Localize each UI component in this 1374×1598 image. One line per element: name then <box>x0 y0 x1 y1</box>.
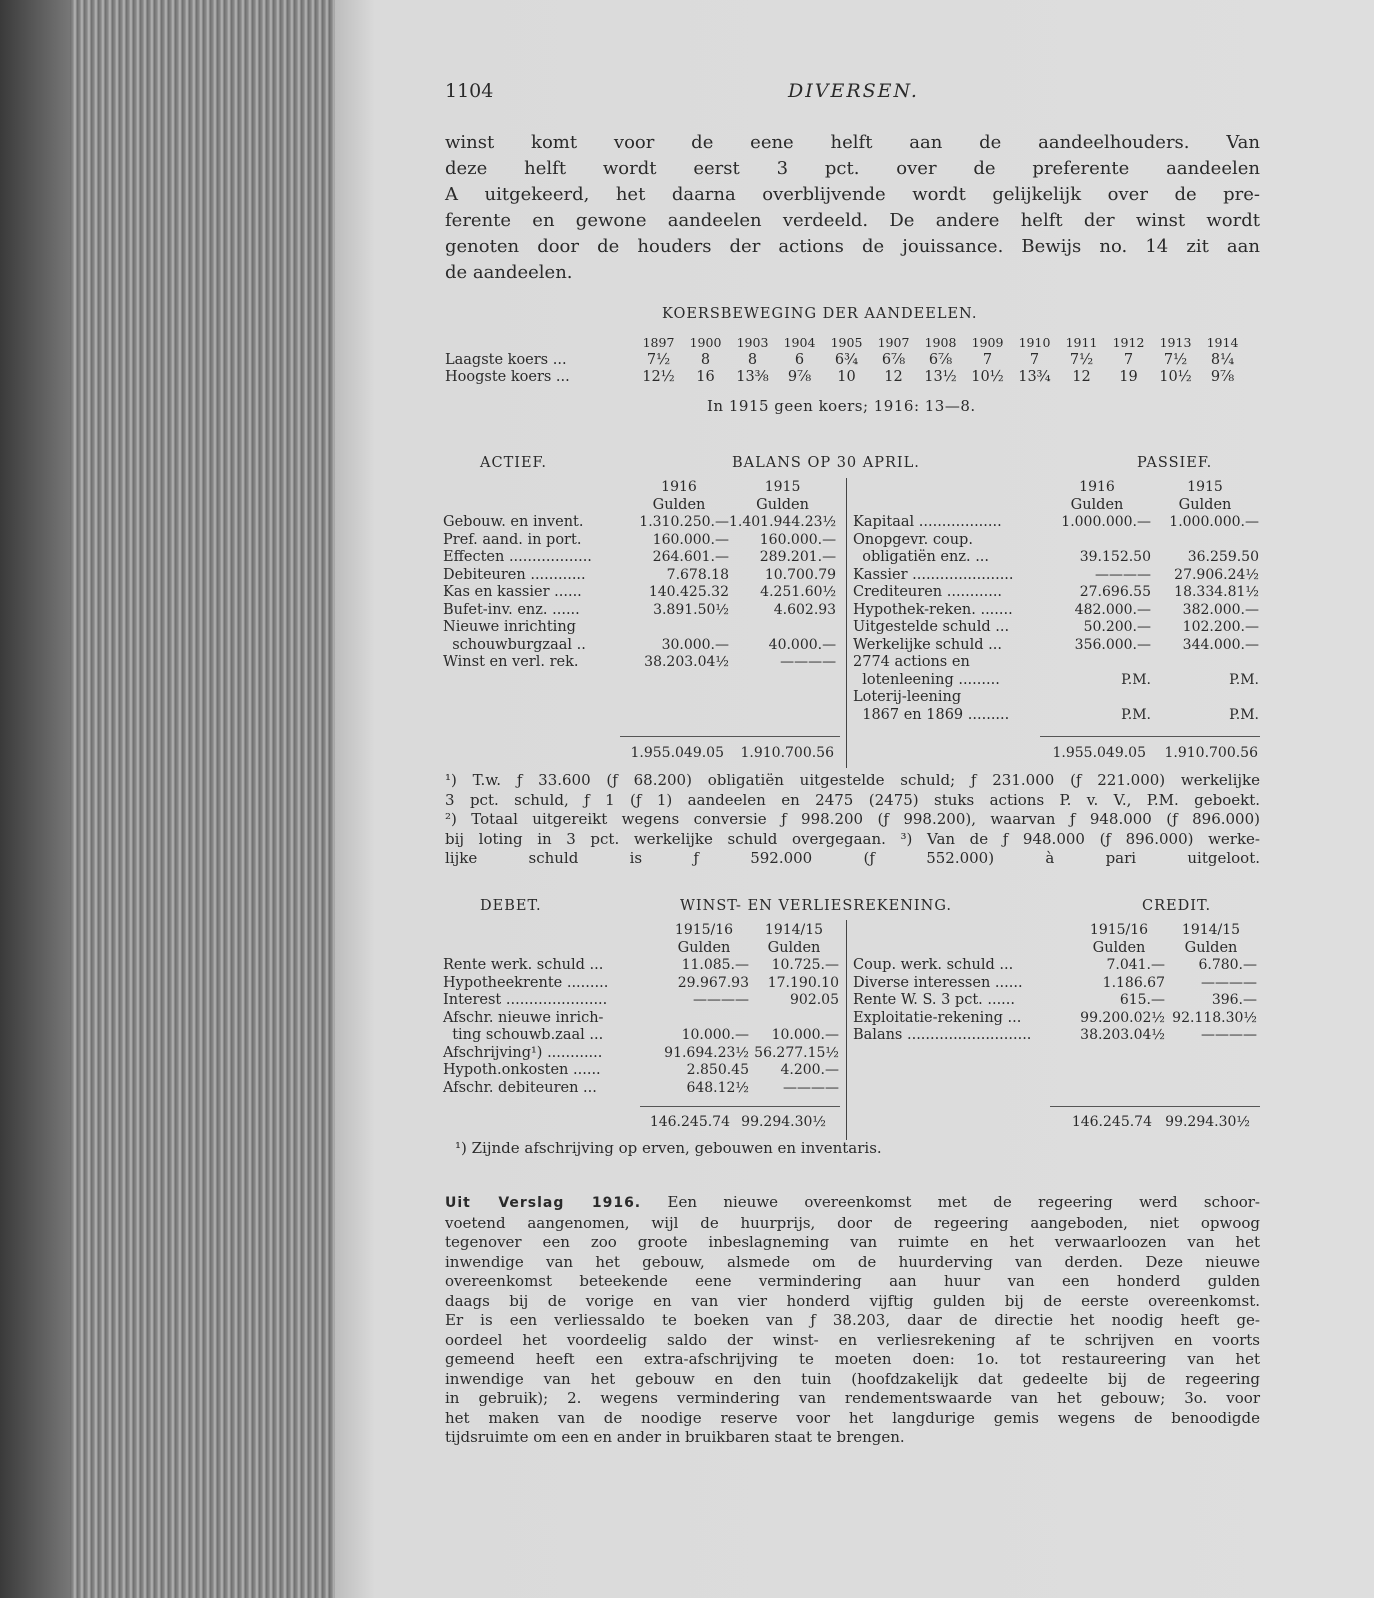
footnote-line: ²) Totaal uitgereikt wegens conversie ƒ 998.200 (ƒ 998.200), waarvan ƒ 948.000 (ƒ 896.000) <box>445 810 1260 828</box>
row-value: 36.259.50 <box>1187 549 1259 565</box>
text-line-content: Er is een verliessaldo te boeken van ƒ 38.203, daar de directie het noodig heeft ge- <box>445 1311 1260 1329</box>
row-value: 7.678.18 <box>666 566 729 583</box>
total-value: 99.294.30½ <box>1165 1114 1250 1130</box>
total-value: 1.910.700.56 <box>740 745 834 761</box>
running-title: DIVERSEN. <box>788 80 919 102</box>
row-value: ———— <box>783 1079 839 1096</box>
row-value: 6.780.— <box>1198 957 1257 973</box>
column-year: 1914/15 <box>1181 922 1241 938</box>
table-row <box>853 584 1259 602</box>
total-value: 99.294.30½ <box>741 1114 826 1130</box>
passief-title: PASSIEF. <box>1137 455 1213 471</box>
table-row <box>443 584 836 602</box>
koers-row-label: Hoogste koers ... <box>445 369 570 385</box>
row-label: Werkelijke schuld ... <box>853 636 1002 653</box>
row-value: 3.891.50½ <box>653 601 729 618</box>
text-line <box>445 1272 1260 1292</box>
row-label: Kapitaal .................. <box>853 514 1002 530</box>
koers-value: 7 <box>982 351 993 368</box>
table-row <box>443 602 836 620</box>
total-value: 1.955.049.05 <box>1052 745 1146 761</box>
table-row <box>443 1010 839 1028</box>
row-value <box>729 619 836 637</box>
table-row <box>443 1045 839 1063</box>
label-spacer <box>443 479 629 497</box>
row-value: 17.190.10 <box>767 974 839 991</box>
row-value: 38.203.04½ <box>644 654 729 670</box>
column-year-row <box>853 922 1257 940</box>
table-row <box>853 532 1259 550</box>
column-year: 1915 <box>1187 479 1223 495</box>
text-line <box>445 1214 1260 1234</box>
footnote-line: lijke schuld is ƒ 592.000 (ƒ 552.000) à pari uitgeloot. <box>445 849 1260 867</box>
label-spacer <box>853 922 1073 940</box>
row-value: 18.334.81½ <box>1174 584 1259 600</box>
book-spine-shadow <box>0 0 70 1598</box>
text-line <box>445 1331 1260 1351</box>
column-year: 1915/16 <box>1089 922 1149 938</box>
row-value <box>1043 532 1151 550</box>
row-value: 264.601.— <box>652 549 729 565</box>
table-row <box>853 975 1257 993</box>
koers-year: 1900 <box>689 335 722 350</box>
row-label: Kassier ...................... <box>853 566 1014 583</box>
row-value: 1.401.944.23½ <box>729 514 837 530</box>
row-label: Hypoth.onkosten ...... <box>443 1062 601 1078</box>
column-year-row <box>443 479 836 497</box>
actief-total-rule <box>620 736 840 737</box>
koers-year: 1912 <box>1112 335 1145 350</box>
table-row <box>853 637 1259 655</box>
row-value: ———— <box>1201 974 1257 991</box>
row-label: 2774 actions en <box>853 654 970 670</box>
koers-value: 6 <box>794 351 805 368</box>
column-unit: Gulden <box>767 939 821 956</box>
row-label: Loterij-leening <box>853 689 962 705</box>
wv-footnote: ¹) Zijnde afschrijving op erven, gebouwen en inventaris. <box>455 1139 882 1157</box>
text-line <box>445 1292 1260 1312</box>
row-value: ———— <box>1201 1027 1257 1043</box>
table-row <box>853 602 1259 620</box>
label-spacer <box>853 940 1073 958</box>
koers-year: 1897 <box>642 335 675 350</box>
row-label: Afschr. nieuwe inrich- <box>443 1009 604 1026</box>
row-value: 902.05 <box>790 992 839 1008</box>
row-value: 29.967.93 <box>677 974 749 991</box>
debet-total-rule <box>640 1106 840 1107</box>
verslag-heading: Uit Verslag 1916. <box>445 1195 642 1211</box>
row-value: 10.000.— <box>771 1027 839 1043</box>
row-label: Interest ...................... <box>443 992 608 1008</box>
column-unit-row <box>853 497 1259 515</box>
table-row <box>443 957 839 975</box>
row-value: 160.000.— <box>652 531 729 548</box>
row-value: P.M. <box>1121 671 1151 688</box>
row-label: ting schouwb.zaal ... <box>443 1027 604 1043</box>
table-row <box>853 689 1259 707</box>
koers-value: 10½ <box>971 369 1004 385</box>
credit-table <box>853 922 1257 1045</box>
koers-year: 1907 <box>877 335 910 350</box>
text-line <box>445 1350 1260 1370</box>
text-line-content: gemeend heeft een extra-afschrijving te moeten doen: 1o. tot restaureering van het <box>445 1350 1260 1368</box>
table-row <box>443 567 836 585</box>
column-unit: Gulden <box>1092 939 1146 956</box>
row-value <box>1151 654 1259 672</box>
column-year: 1916 <box>661 479 697 495</box>
text-line <box>445 1428 1260 1448</box>
text-line: de aandeelen. <box>445 262 573 283</box>
koers-row <box>445 352 1246 370</box>
koers-value: 16 <box>696 369 715 385</box>
table-row <box>853 567 1259 585</box>
row-label: Rente W. S. 3 pct. ...... <box>853 992 1016 1008</box>
koers-value: 19 <box>1119 369 1138 385</box>
row-label: Winst en verl. rek. <box>443 654 579 670</box>
koers-value: 12 <box>884 369 903 385</box>
koers-year: 1905 <box>830 335 863 350</box>
row-value: 140.425.32 <box>648 584 729 600</box>
koers-value: 12½ <box>642 369 675 385</box>
koers-value: 9⅞ <box>1210 369 1235 385</box>
row-value: 648.12½ <box>686 1079 749 1096</box>
row-value: 38.203.04½ <box>1080 1027 1165 1043</box>
row-label: Hypothek-reken. ....... <box>853 601 1013 618</box>
wv-divider <box>846 920 847 1140</box>
row-value: 40.000.— <box>768 636 837 653</box>
row-label: Uitgestelde schuld ... <box>853 619 1010 635</box>
table-row <box>443 975 839 993</box>
table-row <box>443 654 836 672</box>
row-label: Afschr. debiteuren ... <box>443 1079 597 1096</box>
total-value: 1.910.700.56 <box>1164 745 1258 761</box>
koers-year: 1908 <box>924 335 957 350</box>
row-label: Afschrijving¹) ............ <box>443 1044 603 1061</box>
actief-title: ACTIEF. <box>480 455 547 471</box>
row-value: 91.694.23½ <box>664 1044 749 1061</box>
row-value: 27.906.24½ <box>1174 566 1259 583</box>
row-value: 160.000.— <box>759 531 837 548</box>
row-value: 4.251.60½ <box>760 584 837 600</box>
text-line <box>445 1253 1260 1273</box>
row-value <box>629 619 729 637</box>
koers-value: 10½ <box>1159 369 1192 385</box>
text-line-content: daags bij de vorige en van vier honderd vijftig gulden bij de eerste overeenkomst. <box>445 1291 1260 1310</box>
row-value: 1.310.250.— <box>639 514 729 530</box>
koers-label-spacer <box>445 334 635 352</box>
row-label: schouwburgzaal .. <box>443 636 586 653</box>
balans-title: BALANS OP 30 APRIL. <box>732 455 920 471</box>
koers-value: 8 <box>747 351 758 368</box>
row-label: Balans ........................... <box>853 1027 1032 1043</box>
koers-value: 13½ <box>924 369 957 385</box>
row-value: 2.850.45 <box>686 1062 749 1078</box>
table-row <box>853 654 1259 672</box>
row-value: ———— <box>693 992 749 1008</box>
row-value <box>659 1010 749 1028</box>
balans-divider <box>846 478 847 768</box>
column-unit-row <box>443 497 836 515</box>
row-value: 4.602.93 <box>773 601 837 618</box>
text-line <box>445 1409 1260 1429</box>
label-spacer <box>443 940 659 958</box>
row-value: P.M. <box>1229 706 1259 723</box>
koers-value: 13⅜ <box>736 369 769 385</box>
row-label: lotenleening ......... <box>853 671 1000 688</box>
text-line-content: in gebruik); 2. wegens vermindering van rendementswaarde van het gebouw; 3o. voor <box>445 1389 1260 1407</box>
row-value <box>749 1010 839 1028</box>
table-row <box>443 1080 839 1098</box>
table-row <box>443 619 836 637</box>
koers-value: 13¾ <box>1018 369 1051 385</box>
row-value: 56.277.15½ <box>754 1044 839 1061</box>
koers-table <box>445 334 1246 387</box>
table-row <box>443 637 836 655</box>
total-value: 146.245.74 <box>649 1114 730 1130</box>
text-line: genoten door de houders der actions de jouissance. Bewijs no. 14 zit aan <box>445 236 1260 257</box>
text-line-content: inwendige van het gebouw en den tuin (hoofdzakelijk dat gedeelte bij de regeering <box>445 1369 1260 1388</box>
koers-value: 7 <box>1029 351 1040 368</box>
column-year: 1914/15 <box>764 922 824 938</box>
text-line: deze helft wordt eerst 3 pct. over de preferente aandeelen <box>445 158 1260 179</box>
debet-table <box>443 922 839 1097</box>
text-line-content: oordeel het voordeelig saldo der winst- en verliesrekening af te schrijven en voorts <box>445 1330 1260 1349</box>
koers-value: 7½ <box>1163 351 1188 368</box>
row-label: Pref. aand. in port. <box>443 531 582 548</box>
koers-note: In 1915 geen koers; 1916: 13—8. <box>707 397 976 415</box>
text-line-content: Een nieuwe overeenkomst met de regeering werd schoor- <box>667 1193 1260 1211</box>
row-value <box>1043 689 1151 707</box>
koers-year: 1904 <box>783 335 816 350</box>
column-unit: Gulden <box>1178 496 1232 513</box>
footnote-line: 3 pct. schuld, ƒ 1 (ƒ 1) aandeelen en 2475 (2475) stuks actions P. v. V., P.M. geboekt. <box>445 790 1260 809</box>
table-row <box>853 992 1257 1010</box>
koers-year: 1914 <box>1206 335 1239 350</box>
debet-title: DEBET. <box>480 898 542 914</box>
row-value: 7.041.— <box>1106 957 1165 973</box>
koers-value: 10 <box>837 369 856 385</box>
koers-value: 7 <box>1123 351 1134 368</box>
row-label: Bufet-inv. enz. ...... <box>443 601 580 618</box>
column-year: 1915 <box>764 479 801 495</box>
row-value: P.M. <box>1121 706 1151 723</box>
koers-year: 1909 <box>971 335 1004 350</box>
row-value <box>1151 532 1259 550</box>
page-number: 1104 <box>445 80 494 102</box>
koers-value: 6⅞ <box>928 351 953 368</box>
column-unit: Gulden <box>1184 939 1238 956</box>
text-line <box>445 1193 1260 1214</box>
table-row <box>443 514 836 532</box>
row-value: 50.200.— <box>1083 619 1151 635</box>
row-value: P.M. <box>1229 671 1259 688</box>
table-row <box>443 1062 839 1080</box>
row-value: 10.700.79 <box>764 566 837 583</box>
passief-table <box>853 479 1259 724</box>
row-value: 102.200.— <box>1182 619 1259 635</box>
text-line-content: het maken van de noodige reserve voor het langdurige gemis wegens de benoodigde <box>445 1408 1260 1427</box>
label-spacer <box>443 497 629 515</box>
table-row <box>853 957 1257 975</box>
text-line-content: overeenkomst beteekende eene vermindering aan huur van een honderd gulden <box>445 1272 1260 1290</box>
credit-total-rule <box>1050 1106 1260 1107</box>
text-line-content: tegenover een zoo groote inbeslagneming van ruimte en het verwaarloozen van het <box>445 1233 1260 1251</box>
row-value: 356.000.— <box>1074 636 1151 653</box>
text-line-content: inwendige van het gebouw, alsmede om de huurderving van derden. Deze nieuwe <box>445 1252 1260 1271</box>
koers-row <box>445 369 1246 387</box>
text-line: A uitgekeerd, het daarna overblijvende wordt gelijkelijk over de pre- <box>445 184 1260 205</box>
row-value: 396.— <box>1211 992 1257 1008</box>
table-row <box>853 619 1259 637</box>
koers-value: 8 <box>700 351 711 368</box>
row-value: 27.696.55 <box>1079 584 1151 600</box>
row-label: Nieuwe inrichting <box>443 619 576 635</box>
row-label: Debiteuren ............ <box>443 566 586 583</box>
row-value: 382.000.— <box>1182 601 1259 618</box>
row-value <box>1151 689 1259 707</box>
row-label: Rente werk. schuld ... <box>443 957 604 973</box>
text-line <box>445 1370 1260 1390</box>
row-value: ———— <box>1095 566 1151 583</box>
koers-year: 1911 <box>1065 335 1098 350</box>
row-label: Gebouw. en invent. <box>443 514 584 530</box>
koers-row-label: Laagste koers ... <box>445 351 567 368</box>
row-value: 92.118.30½ <box>1172 1009 1257 1026</box>
column-unit: Gulden <box>677 939 731 956</box>
table-row <box>443 1027 839 1045</box>
row-value: 1.186.67 <box>1102 974 1165 991</box>
table-row <box>853 1010 1257 1028</box>
row-label: Exploitatie-rekening ... <box>853 1009 1022 1026</box>
table-row <box>853 1027 1257 1045</box>
row-value: 482.000.— <box>1074 601 1151 618</box>
table-row <box>853 514 1259 532</box>
row-label: Hypotheekrente ......... <box>443 974 609 991</box>
row-value: 10.725.— <box>771 957 839 973</box>
label-spacer <box>443 922 659 940</box>
label-spacer <box>853 497 1043 515</box>
row-label: obligatiën enz. ... <box>853 549 990 565</box>
row-value: 10.000.— <box>681 1027 749 1043</box>
text-line <box>445 1233 1260 1253</box>
koers-value: 6⅞ <box>881 351 906 368</box>
table-row <box>443 549 836 567</box>
balans-footnotes <box>445 771 1260 869</box>
koers-year: 1910 <box>1018 335 1051 350</box>
column-unit: Gulden <box>652 496 706 513</box>
row-value: 11.085.— <box>681 957 749 973</box>
koers-value: 6¾ <box>834 351 859 368</box>
koers-value: 7½ <box>646 351 671 368</box>
row-label: Effecten .................. <box>443 549 592 565</box>
verslag-paragraph <box>445 1193 1260 1448</box>
column-year: 1916 <box>1079 479 1115 495</box>
row-value: 39.152.50 <box>1079 549 1151 565</box>
row-label: Onopgevr. coup. <box>853 531 973 548</box>
table-row <box>853 707 1259 725</box>
passief-total-rule <box>1040 736 1260 737</box>
total-value: 1.955.049.05 <box>630 745 724 761</box>
koers-value: 9⅞ <box>787 369 812 385</box>
table-row <box>443 992 839 1010</box>
text-line <box>445 1389 1260 1409</box>
total-value: 146.245.74 <box>1071 1114 1152 1130</box>
actief-table <box>443 479 836 672</box>
text-line <box>445 1311 1260 1331</box>
koers-year-row <box>445 334 1246 352</box>
row-label: Crediteuren ............ <box>853 584 1003 600</box>
row-value: 344.000.— <box>1182 636 1259 653</box>
column-year-row <box>443 922 839 940</box>
row-label: Kas en kassier ...... <box>443 584 582 600</box>
koers-value: 8¼ <box>1210 351 1235 368</box>
row-label: 1867 en 1869 ......... <box>853 706 1010 723</box>
footnote-line: ¹) T.w. ƒ 33.600 (ƒ 68.200) obligatiën uitgestelde schuld; ƒ 231.000 (ƒ 221.000) werkelijke <box>445 771 1260 789</box>
text-line: winst komt voor de eene helft aan de aandeelhouders. Van <box>445 132 1260 153</box>
text-line: ferente en gewone aandeelen verdeeld. De andere helft der winst wordt <box>445 210 1260 231</box>
row-label: Coup. werk. schuld ... <box>853 957 1014 973</box>
column-unit-row <box>443 940 839 958</box>
koers-year: 1913 <box>1159 335 1192 350</box>
row-value: ———— <box>780 654 837 670</box>
koers-value: 12 <box>1072 369 1091 385</box>
row-value <box>1043 654 1151 672</box>
row-value: 1.000.000.— <box>1061 514 1151 530</box>
wv-title: WINST- EN VERLIESREKENING. <box>680 898 952 914</box>
label-spacer <box>853 479 1043 497</box>
text-line-content: voetend aangenomen, wijl de huurprijs, door de regeering aangeboden, niet opwoog <box>445 1213 1260 1232</box>
koers-value: 7½ <box>1069 351 1094 368</box>
column-unit: Gulden <box>756 496 809 513</box>
text-line-content: tijdsruimte om een en ander in bruikbaren staat te brengen. <box>445 1428 905 1446</box>
column-unit-row <box>853 940 1257 958</box>
row-value: 615.— <box>1119 992 1165 1008</box>
table-row <box>853 549 1259 567</box>
row-value: 1.000.000.— <box>1169 514 1259 530</box>
row-value: 289.201.— <box>759 549 837 565</box>
column-year-row <box>853 479 1259 497</box>
column-year: 1915/16 <box>674 922 734 938</box>
table-row <box>853 672 1259 690</box>
koers-year: 1903 <box>736 335 769 350</box>
credit-title: CREDIT. <box>1142 898 1212 914</box>
footnote-line: bij loting in 3 pct. werkelijke schuld overgegaan. ³) Van de ƒ 948.000 (ƒ 896.000) werke- <box>445 829 1260 848</box>
row-value: 4.200.— <box>780 1062 839 1078</box>
row-value: 30.000.— <box>661 636 729 653</box>
column-unit: Gulden <box>1070 496 1124 513</box>
table-row <box>443 532 836 550</box>
row-value: 99.200.02½ <box>1080 1009 1165 1026</box>
koers-title: KOERSBEWEGING DER AANDEELEN. <box>662 306 978 322</box>
intro-paragraph <box>445 130 1260 286</box>
row-label: Diverse interessen ...... <box>853 974 1023 991</box>
